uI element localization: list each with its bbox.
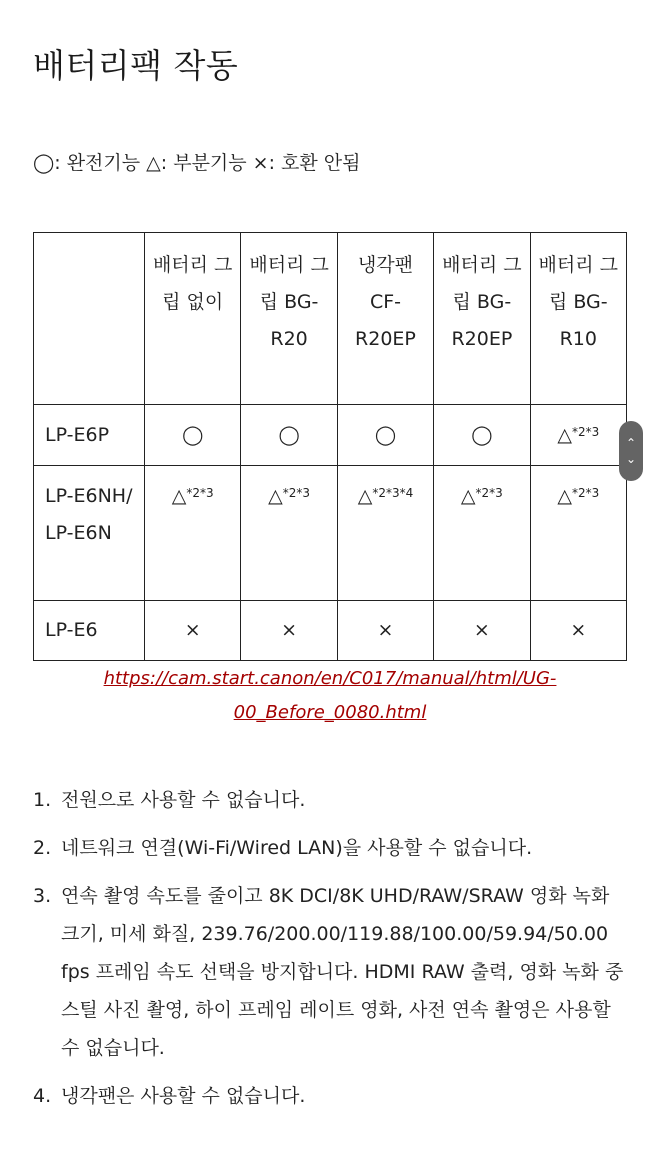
compat-symbol: ◯ xyxy=(374,423,397,446)
footnote-item xyxy=(33,877,633,1067)
table-cell xyxy=(145,466,241,601)
footnote-text: 전원으로 사용할 수 없습니다. xyxy=(61,789,306,811)
table-header-cell: 배터리 그립 없이 xyxy=(145,233,241,405)
table-header-cell: 배터리 그립 BG-R20 xyxy=(241,233,337,405)
footnote-ref: *2*3 xyxy=(571,486,600,500)
table-header-cell: 냉각팬 CF-R20EP xyxy=(337,233,433,405)
compat-symbol: ◯ xyxy=(182,423,204,446)
footnotes-list xyxy=(33,781,633,1125)
footnote-ref: *2*3 xyxy=(186,486,214,500)
battery-compatibility-table xyxy=(33,232,627,661)
table-cell xyxy=(145,601,241,661)
compat-symbol: ◯ xyxy=(471,423,493,446)
row-header: LP-E6P xyxy=(34,405,145,466)
table-cell xyxy=(241,601,337,661)
table-cell xyxy=(434,405,530,466)
compat-symbol: × xyxy=(473,619,490,641)
compat-symbol: △ xyxy=(357,485,373,507)
footnote-ref: *2*3*4 xyxy=(372,486,414,500)
table-header-cell: 배터리 그립 BG-R20EP xyxy=(434,233,530,405)
compat-symbol: △ xyxy=(268,485,283,507)
compat-symbol: × xyxy=(570,619,587,641)
page-title: 배터리팩 작동 xyxy=(33,46,239,85)
chevron-down-icon[interactable]: ⌄ xyxy=(625,452,637,466)
table-cell xyxy=(241,405,337,466)
table-header-cell: 배터리 그립 BG-R10 xyxy=(530,233,626,405)
table-cell xyxy=(530,601,626,661)
scroll-control[interactable] xyxy=(619,421,643,481)
footnote-ref: *2*3 xyxy=(282,486,311,500)
footnote-ref: *2*3 xyxy=(475,486,503,500)
footnote-number: 3. xyxy=(33,885,52,907)
footnote-item xyxy=(33,1077,633,1115)
compat-symbol: △ xyxy=(557,485,572,507)
table-cell xyxy=(337,466,433,601)
table-cell xyxy=(337,405,433,466)
compat-symbol: × xyxy=(377,619,394,641)
table-header-row xyxy=(34,233,627,405)
footnote-ref: *2*3 xyxy=(571,424,600,439)
compatibility-legend: ◯: 완전기능 △: 부분기능 ×: 호환 안됨 xyxy=(33,152,361,174)
source-caption xyxy=(33,662,627,730)
footnote-item xyxy=(33,781,633,819)
table-row xyxy=(34,466,627,601)
footnote-number: 2. xyxy=(33,837,52,859)
table-cell xyxy=(337,601,433,661)
source-link[interactable]: https://cam.start.canon/en/C017/manual/html/UG-00_Before_0080.html xyxy=(103,668,557,723)
table-cell xyxy=(434,466,530,601)
compat-symbol: △ xyxy=(557,423,572,446)
compat-symbol: △ xyxy=(460,485,476,507)
row-header: LP-E6 xyxy=(34,601,145,661)
footnote-text: 연속 촬영 속도를 줄이고 8K DCI/8K UHD/RAW/SRAW 영화 녹화 크기, 미세 화질, 239.76/200.00/119.88/100.00/59.94/50.00 fps 프레임 속도 선택을 방지합니다. HDMI RAW 출력, 영화 녹화 중 스틸 사진 촬영, 하이 프레임 레이트 영화, 사전 연속 촬영은 사용할 수 없습니다. xyxy=(61,885,624,1059)
compat-symbol: × xyxy=(184,619,201,641)
footnote-item xyxy=(33,829,633,867)
compat-symbol: ◯ xyxy=(278,423,300,446)
footnote-number: 1. xyxy=(33,789,52,811)
table-cell xyxy=(530,405,626,466)
footnote-text: 네트워크 연결(Wi-Fi/Wired LAN)을 사용할 수 없습니다. xyxy=(61,837,533,859)
table-cell xyxy=(241,466,337,601)
chevron-up-icon[interactable]: ⌃ xyxy=(625,436,637,450)
row-header: LP-E6NH/ LP-E6N xyxy=(34,466,145,601)
table-row xyxy=(34,601,627,661)
compat-symbol: × xyxy=(281,619,298,641)
table-cell xyxy=(530,466,626,601)
table-cell xyxy=(434,601,530,661)
footnote-number: 4. xyxy=(33,1085,52,1107)
compat-symbol: △ xyxy=(171,485,187,507)
table-row xyxy=(34,405,627,466)
table-header-cell xyxy=(34,233,145,405)
footnote-text: 냉각팬은 사용할 수 없습니다. xyxy=(61,1085,306,1107)
table-cell xyxy=(145,405,241,466)
